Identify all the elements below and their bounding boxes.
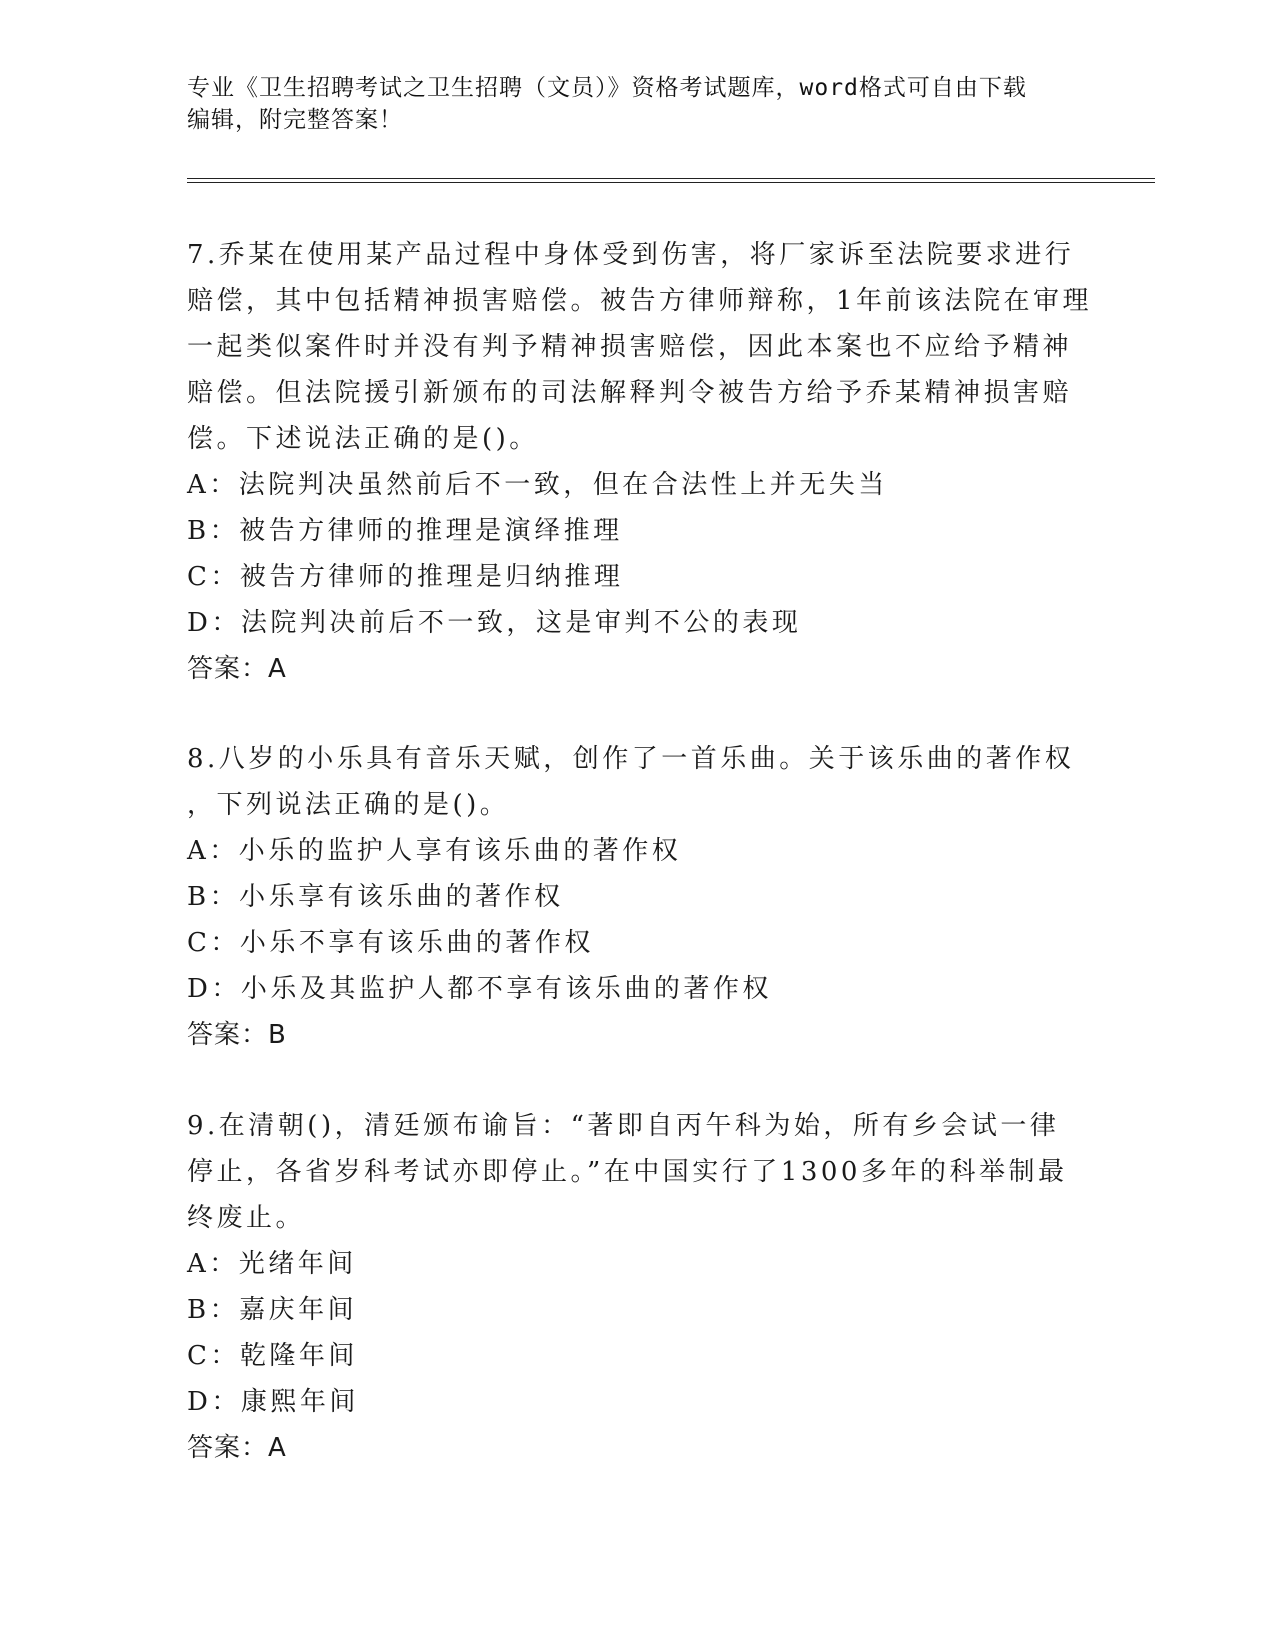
option-d: D：康熙年间 bbox=[187, 1387, 359, 1417]
header-divider-bottom bbox=[187, 182, 1155, 183]
question-7 bbox=[187, 232, 1093, 692]
question-9 bbox=[187, 1103, 1087, 1471]
option-d: D：小乐及其监护人都不享有该乐曲的著作权 bbox=[187, 974, 772, 1004]
option-a: A：法院判决虽然前后不一致，但在合法性上并无失当 bbox=[187, 470, 888, 500]
question-text-line: 终废止。 bbox=[187, 1203, 306, 1233]
option-b: B：小乐享有该乐曲的著作权 bbox=[187, 882, 564, 912]
header-line: 专业《卫生招聘考试之卫生招聘（文员）》资格考试题库，word格式可自由下载 bbox=[187, 75, 1027, 101]
option-a: A：光绪年间 bbox=[187, 1249, 357, 1279]
option-a: A：小乐的监护人享有该乐曲的著作权 bbox=[187, 836, 682, 866]
question-text-line: 偿。下述说法正确的是()。 bbox=[187, 424, 539, 454]
question-text-line: 9.在清朝()，清廷颁布谕旨：“著即自丙午科为始，所有乡会试一律 bbox=[187, 1111, 1060, 1141]
option-b: B：被告方律师的推理是演绎推理 bbox=[187, 516, 623, 546]
question-text-line: 赔偿，其中包括精神损害赔偿。被告方律师辩称，1年前该法院在审理 bbox=[187, 286, 1093, 316]
header-divider-top bbox=[187, 178, 1155, 179]
question-text-line: 一起类似案件时并没有判予精神损害赔偿，因此本案也不应给予精神 bbox=[187, 332, 1073, 362]
answer: 答案：A bbox=[187, 1433, 287, 1463]
question-text-line: 7.乔某在使用某产品过程中身体受到伤害，将厂家诉至法院要求进行 bbox=[187, 240, 1075, 270]
option-c: C：小乐不享有该乐曲的著作权 bbox=[187, 928, 594, 958]
answer: 答案：B bbox=[187, 1020, 287, 1050]
answer: 答案：A bbox=[187, 654, 287, 684]
question-text-line: 赔偿。但法院援引新颁布的司法解释判令被告方给予乔某精神损害赔 bbox=[187, 378, 1073, 408]
question-text-line: 停止，各省岁科考试亦即停止。”在中国实行了1300多年的科举制最 bbox=[187, 1157, 1068, 1187]
question-text-line: 8.八岁的小乐具有音乐天赋，创作了一首乐曲。关于该乐曲的著作权 bbox=[187, 744, 1075, 774]
option-c: C：被告方律师的推理是归纳推理 bbox=[187, 562, 624, 592]
document-header bbox=[187, 72, 1087, 136]
option-c: C：乾隆年间 bbox=[187, 1341, 358, 1371]
question-8 bbox=[187, 736, 1087, 1058]
question-text-line: ，下列说法正确的是()。 bbox=[187, 790, 510, 820]
option-d: D：法院判决前后不一致，这是审判不公的表现 bbox=[187, 608, 802, 638]
option-b: B：嘉庆年间 bbox=[187, 1295, 358, 1325]
header-line: 编辑，附完整答案！ bbox=[187, 107, 403, 133]
